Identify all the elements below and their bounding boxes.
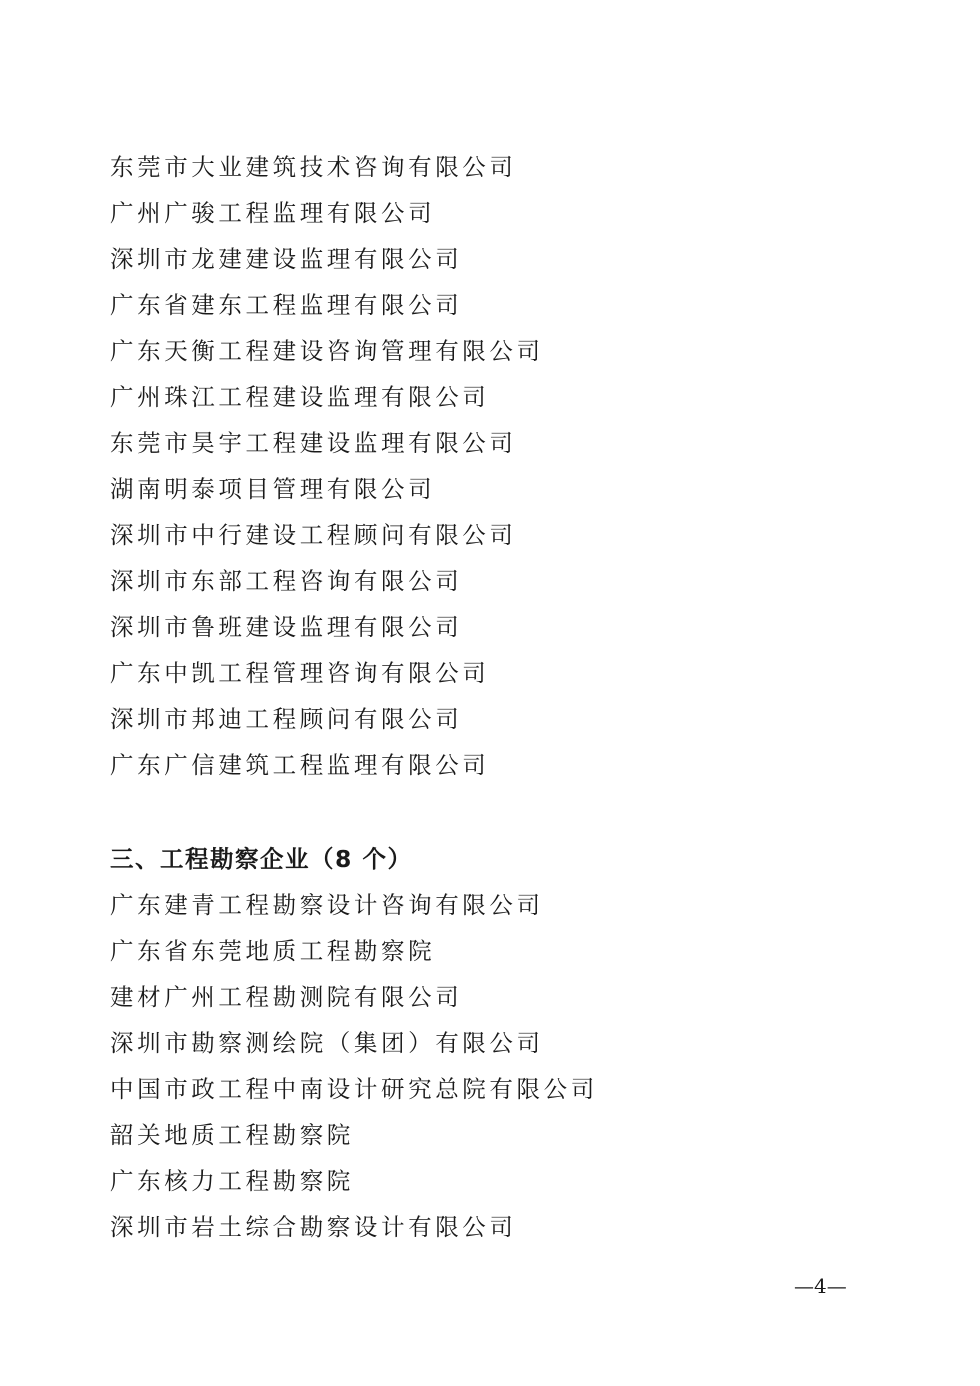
list-item: 深圳市邦迪工程顾问有限公司 bbox=[110, 705, 463, 733]
list-item: 深圳市岩土综合勘察设计有限公司 bbox=[110, 1213, 517, 1241]
list-item: 韶关地质工程勘察院 bbox=[110, 1121, 354, 1149]
list-item: 广东天衡工程建设咨询管理有限公司 bbox=[110, 337, 544, 365]
list-item: 建材广州工程勘测院有限公司 bbox=[110, 983, 463, 1011]
list-item: 深圳市勘察测绘院（集团）有限公司 bbox=[110, 1029, 544, 1057]
section-heading: 三、工程勘察企业（8 个） bbox=[110, 845, 413, 873]
list-item: 深圳市东部工程咨询有限公司 bbox=[110, 567, 463, 595]
list-item: 广东省东莞地质工程勘察院 bbox=[110, 937, 436, 965]
list-item: 广州广骏工程监理有限公司 bbox=[110, 199, 436, 227]
list-item: 广东省建东工程监理有限公司 bbox=[110, 291, 463, 319]
list-item: 湖南明泰项目管理有限公司 bbox=[110, 475, 436, 503]
list-item: 广东核力工程勘察院 bbox=[110, 1167, 354, 1195]
supervision-company-list bbox=[110, 144, 544, 788]
page-number: —4— bbox=[794, 1274, 847, 1298]
list-item: 广东广信建筑工程监理有限公司 bbox=[110, 751, 490, 779]
survey-company-list bbox=[110, 882, 598, 1250]
list-item: 广东建青工程勘察设计咨询有限公司 bbox=[110, 891, 544, 919]
list-item: 深圳市中行建设工程顾问有限公司 bbox=[110, 521, 517, 549]
list-item: 广州珠江工程建设监理有限公司 bbox=[110, 383, 490, 411]
list-item: 东莞市昊宇工程建设监理有限公司 bbox=[110, 429, 517, 457]
list-item: 广东中凯工程管理咨询有限公司 bbox=[110, 659, 490, 687]
list-item: 东莞市大业建筑技术咨询有限公司 bbox=[110, 153, 517, 181]
list-item: 中国市政工程中南设计研究总院有限公司 bbox=[110, 1075, 598, 1103]
list-item: 深圳市鲁班建设监理有限公司 bbox=[110, 613, 463, 641]
list-item: 深圳市龙建建设监理有限公司 bbox=[110, 245, 463, 273]
